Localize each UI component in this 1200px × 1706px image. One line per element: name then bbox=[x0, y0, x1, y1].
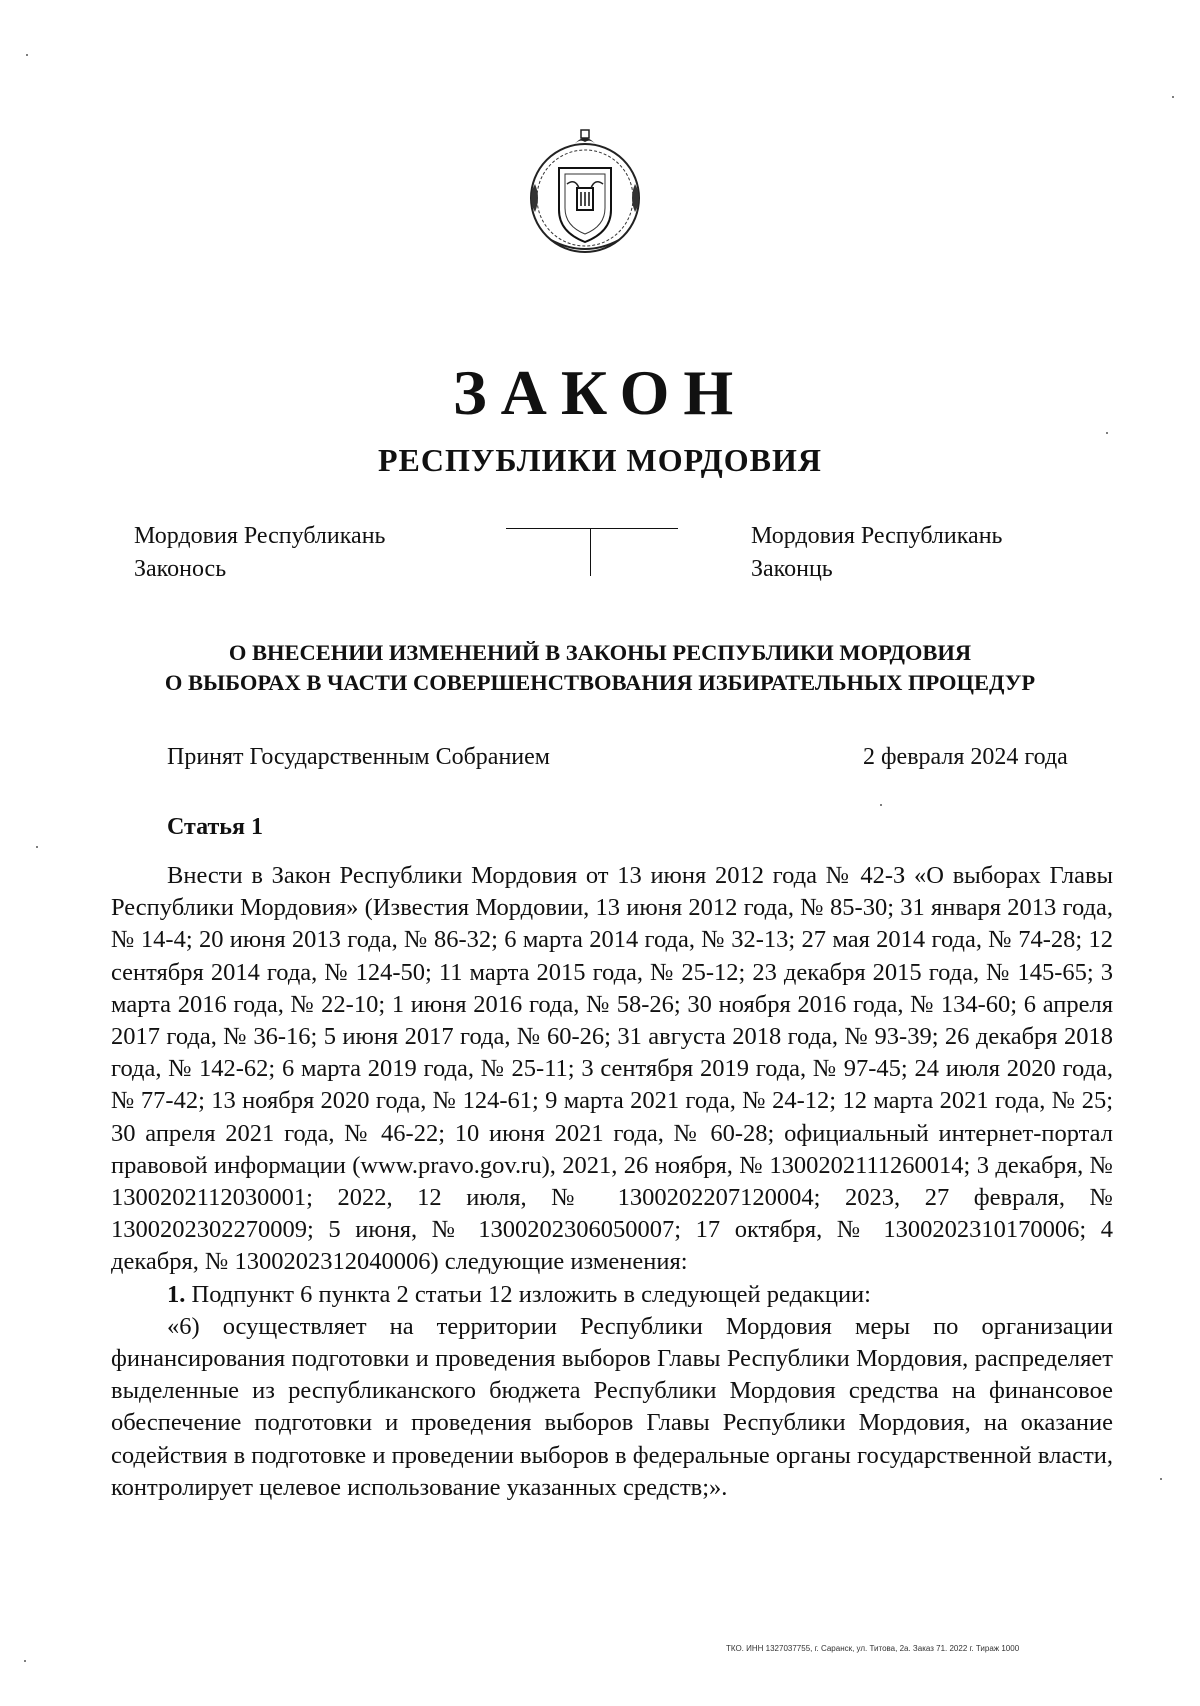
item-number: 1. bbox=[167, 1280, 186, 1308]
scan-speck bbox=[1172, 96, 1174, 98]
coat-of-arms-emblem bbox=[521, 124, 649, 264]
header-right-line-2: Законць bbox=[751, 556, 833, 582]
print-imprint-note: ТКО. ИНН 1327037755, г. Саранск, ул. Титова, 2а. Заказ 71. 2022 г. Тираж 1000 bbox=[726, 1644, 1020, 1653]
header-right-block bbox=[751, 520, 1002, 586]
header-divider-horizontal bbox=[506, 528, 678, 529]
item-text: Подпункт 6 пункта 2 статьи 12 изложить в следующей редакции: bbox=[191, 1280, 871, 1308]
article-paragraph-1: Внести в Закон Республики Мордовия от 13 июня 2012 года № 42-З «О выборах Главы Республики Мордовия» (Известия Мордовии, 13 июня 2012 года, № 85-30; 31 января 2013 года, № 14-4; 20 июня 2013 года, № 86-32; 6 марта 2014 года, № 32-13; 27 мая 2014 года, № 74-28; 12 сентября 2014 года, № 124-50; 11 марта 2015 года, № 25-12; 23 декабря 2015 года, № 145-65; 3 марта 2016 года, № 22-10; 1 июня 2016 года, № 58-26; 30 ноября 2016 года, № 134-60; 6 апреля 2017 года, № 36-16; 5 июня 2017 года, № 60-26; 31 августа 2018 года, № 93-39; 26 декабря 2018 года, № 142-62; 6 марта 2019 года, № 25-11; 3 сентября 2019 года, № 97-45; 24 июля 2020 года, № 77-42; 13 ноября 2020 года, № 124-61; 9 марта 2021 года, № 24-12; 12 марта 2021 года, № 25; 30 апреля 2021 года, № 46-22; 10 июня 2021 года, № 60-28; официальный интернет-портал правовой информации (www.pravo.gov.ru), 2021, 26 ноября, № 1300202111260014; 3 декабря, № 1300202112030001; 2022, 12 июля, № 1300202207120004; 2023, 27 февраля, № 1300202302270009; 5 июня, № 1300202306050007; 17 октября, № 1300202310170006; 4 декабря, № 1300202312040006) следующие изменения: bbox=[111, 862, 1113, 1276]
scan-speck bbox=[26, 54, 28, 56]
article-quote: «6) осуществляет на территории Республики Мордовия меры по организации финансирования подготовки и проведения выборов Главы Республики Мордовия, распределяет выделенные из республиканского бюджета Республики Мордовия средства на финансовое обеспечение подготовки и проведения выборов Главы Республики Мордовия, на оказание содействия в подготовке и проведении выборов в федеральные органы государственной власти, контролирует целевое использование указанных средств;». bbox=[111, 1312, 1113, 1501]
law-heading-line-1: О ВНЕСЕНИИ ИЗМЕНЕНИЙ В ЗАКОНЫ РЕСПУБЛИКИ МОРДОВИЯ bbox=[228, 640, 972, 665]
article-title: Статья 1 bbox=[167, 814, 263, 840]
document-subtitle: РЕСПУБЛИКИ МОРДОВИЯ bbox=[377, 442, 823, 478]
header-divider-vertical bbox=[590, 528, 591, 576]
law-heading bbox=[0, 638, 1200, 698]
scan-speck bbox=[880, 804, 882, 806]
law-heading-line-2: О ВЫБОРАХ В ЧАСТИ СОВЕРШЕНСТВОВАНИЯ ИЗБИРАТЕЛЬНЫХ ПРОЦЕДУР bbox=[164, 670, 1036, 695]
header-left-line-2: Законось bbox=[134, 556, 227, 582]
header-left-block bbox=[134, 520, 385, 586]
scan-speck bbox=[1106, 432, 1108, 434]
header-right-line-1: Мордовия Республикань bbox=[751, 523, 1003, 549]
scan-speck bbox=[1160, 1478, 1162, 1480]
adopted-by: Принят Государственным Собранием bbox=[167, 744, 550, 770]
scan-speck bbox=[24, 1660, 26, 1662]
header-left-line-1: Мордовия Республикань bbox=[134, 523, 386, 549]
document-title: ЗАКОН bbox=[452, 357, 748, 428]
article-item-1 bbox=[111, 1279, 1113, 1311]
scan-speck bbox=[36, 846, 38, 848]
article-body bbox=[111, 860, 1113, 1504]
adopted-date: 2 февраля 2024 года bbox=[863, 744, 1068, 770]
